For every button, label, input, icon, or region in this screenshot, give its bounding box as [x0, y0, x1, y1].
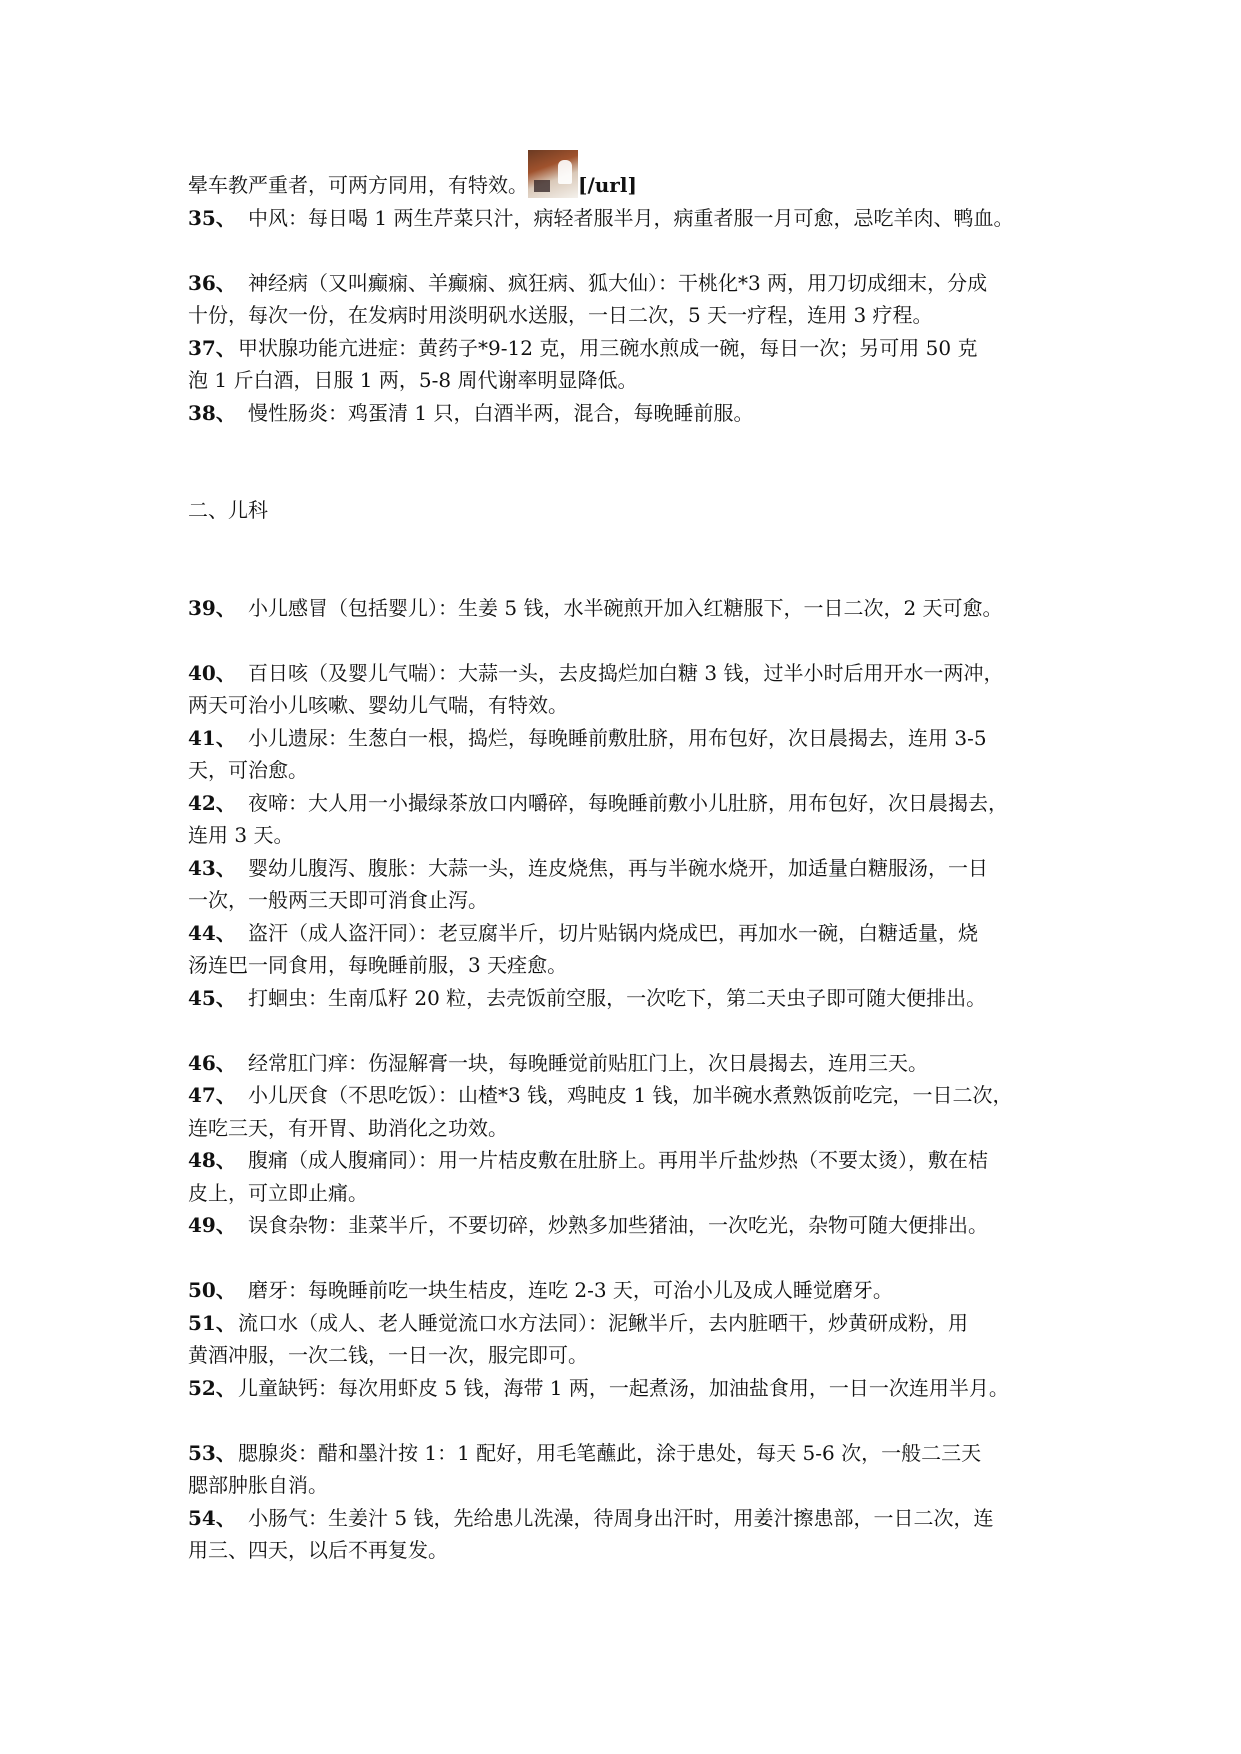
- list-item-43: [188, 852, 1068, 885]
- item-text-continued: 用三、四天，以后不再复发。: [188, 1538, 448, 1562]
- item-number: 44、: [188, 920, 236, 945]
- item-number: 36、: [188, 270, 236, 295]
- item-text: 盗汗（成人盗汗同）：老豆腐半斤，切片贴锅内烧成巴，再加水一碗，白糖适量，烧: [248, 920, 978, 945]
- list-item-39: [188, 592, 1068, 625]
- list-item-46: [188, 1047, 1068, 1080]
- item-text-continued: 连用 3 天。: [188, 823, 294, 847]
- item-number: 52、: [188, 1375, 236, 1400]
- item-text: 夜啼：大人用一小撮绿茶放口内嚼碎，每晚睡前敷小儿肚脐，用布包好，次日晨揭去，: [248, 790, 1008, 815]
- list-item-38: [188, 397, 1068, 430]
- item-text: 小儿感冒（包括婴儿）：生姜 5 钱，水半碗煎开加入红糖服下，一日二次，2 天可愈。: [248, 595, 1003, 620]
- item-text: 误食杂物：韭菜半斤，不要切碎，炒熟多加些猪油，一次吃光，杂物可随大便排出。: [248, 1213, 988, 1237]
- item-text-continued: 天，可治愈。: [188, 758, 308, 782]
- list-item-52: [188, 1372, 1068, 1405]
- item-text-continued: 汤连巴一同食用，每晚睡前服，3 天痊愈。: [188, 953, 568, 977]
- list-item-48: [188, 1144, 1068, 1177]
- item-number: 51、: [188, 1310, 236, 1335]
- item-text: 腹痛（成人腹痛同）：用一片桔皮敷在肚脐上。再用半斤盐炒热（不要太烫），敷在桔: [248, 1148, 988, 1172]
- section-heading: 二、儿科: [188, 498, 268, 522]
- item-text: 慢性肠炎：鸡蛋清 1 只，白酒半两，混合，每晚睡前服。: [248, 400, 754, 425]
- item-text: 腮腺炎：醋和墨汁按 1：1 配好，用毛笔蘸此，涂于患处，每天 5-6 次，一般二三天: [238, 1440, 982, 1465]
- intro-line: [188, 150, 1068, 202]
- list-item-36: [188, 267, 1068, 300]
- item-text: 小肠气：生姜汁 5 钱，先给患儿洗澡，待周身出汗时，用姜汁擦患部，一日二次，连: [248, 1505, 994, 1530]
- photo-thumbnail-icon: [528, 150, 578, 198]
- item-text: 磨牙：每晚睡前吃一块生桔皮，连吃 2-3 天，可治小儿及成人睡觉磨牙。: [248, 1278, 893, 1302]
- item-text: 中风：每日喝 1 两生芹菜只汁，病轻者服半月，病重者服一月可愈，忌吃羊肉、鸭血。: [248, 205, 1014, 230]
- item-number: 53、: [188, 1440, 236, 1465]
- item-text: 甲状腺功能亢进症：黄药子*9-12 克，用三碗水煎成一碗，每日一次；另可用 50 克: [238, 335, 978, 360]
- list-item-51: [188, 1307, 1068, 1340]
- item-number: 40、: [188, 660, 236, 685]
- item-text: 经常肛门痒：伤湿解膏一块，每晚睡觉前贴肛门上，次日晨揭去，连用三天。: [248, 1050, 928, 1075]
- item-text-continued: 十份，每次一份，在发病时用淡明矾水送服，一日二次，5 天一疗程，连用 3 疗程。: [188, 303, 933, 327]
- item-number: 47、: [188, 1083, 236, 1107]
- item-number: 39、: [188, 595, 236, 620]
- item-text-continued: 一次，一般两三天即可消食止泻。: [188, 888, 488, 912]
- item-number: 54、: [188, 1505, 236, 1530]
- item-text: 婴幼儿腹泻、腹胀：大蒜一头，连皮烧焦，再与半碗水烧开，加适量白糖服汤，一日: [248, 855, 988, 880]
- item-text-continued: 皮上，可立即止痛。: [188, 1180, 368, 1205]
- item-number: 41、: [188, 725, 236, 750]
- list-item-49: [188, 1209, 1068, 1242]
- list-item-44: [188, 917, 1068, 950]
- list-item-35: [188, 202, 1068, 235]
- list-item-45: [188, 982, 1068, 1015]
- item-text-continued: 黄酒冲服，一次二钱，一日一次，服完即可。: [188, 1343, 588, 1367]
- list-item-47: [188, 1079, 1068, 1112]
- item-number: 48、: [188, 1148, 236, 1172]
- item-number: 46、: [188, 1050, 236, 1075]
- item-text-continued: 连吃三天，有开胃、助消化之功效。: [188, 1115, 508, 1140]
- intro-text: 晕车教严重者，可两方同用，有特效。: [188, 173, 528, 197]
- item-text: 打蛔虫：生南瓜籽 20 粒，去壳饭前空服，一次吃下，第二天虫子即可随大便排出。: [248, 985, 987, 1010]
- item-text-continued: 泡 1 斤白酒，日服 1 两，5-8 周代谢率明显降低。: [188, 368, 638, 392]
- list-item-40: [188, 657, 1068, 690]
- url-tag: [/url]: [578, 173, 637, 197]
- list-item-37: [188, 332, 1068, 365]
- list-item-41: [188, 722, 1068, 755]
- item-number: 35、: [188, 205, 236, 230]
- item-text-continued: 两天可治小儿咳嗽、婴幼儿气喘，有特效。: [188, 693, 568, 717]
- item-text: 儿童缺钙：每次用虾皮 5 钱，海带 1 两，一起煮汤，加油盐食用，一日一次连用半月。: [238, 1375, 1009, 1400]
- item-number: 43、: [188, 855, 236, 880]
- item-text: 流口水（成人、老人睡觉流口水方法同）：泥鳅半斤，去内脏晒干，炒黄研成粉，用: [238, 1310, 968, 1335]
- list-item-50: [188, 1274, 1068, 1307]
- item-text: 小儿厌食（不思吃饭）：山楂*3 钱，鸡盹皮 1 钱，加半碗水煮熟饭前吃完，一日二次，: [248, 1083, 1013, 1107]
- item-number: 45、: [188, 985, 236, 1010]
- document-page: [188, 150, 1068, 1567]
- item-number: 42、: [188, 790, 236, 815]
- item-text: 小儿遗尿：生葱白一根，捣烂，每晚睡前敷肚脐，用布包好，次日晨揭去，连用 3-5: [248, 725, 987, 750]
- list-item-54: [188, 1502, 1068, 1535]
- item-number: 38、: [188, 400, 236, 425]
- list-item-42: [188, 787, 1068, 820]
- item-text: 神经病（又叫癫痫、羊癫痫、疯狂病、狐大仙）：干桃化*3 两，用刀切成细末，分成: [248, 270, 988, 295]
- item-text: 百日咳（及婴儿气喘）：大蒜一头，去皮捣烂加白糖 3 钱，过半小时后用开水一两冲，: [248, 660, 1004, 685]
- item-text-continued: 腮部肿胀自消。: [188, 1473, 328, 1497]
- item-number: 37、: [188, 335, 236, 360]
- item-number: 50、: [188, 1278, 236, 1302]
- item-number: 49、: [188, 1213, 236, 1237]
- list-item-53: [188, 1437, 1068, 1470]
